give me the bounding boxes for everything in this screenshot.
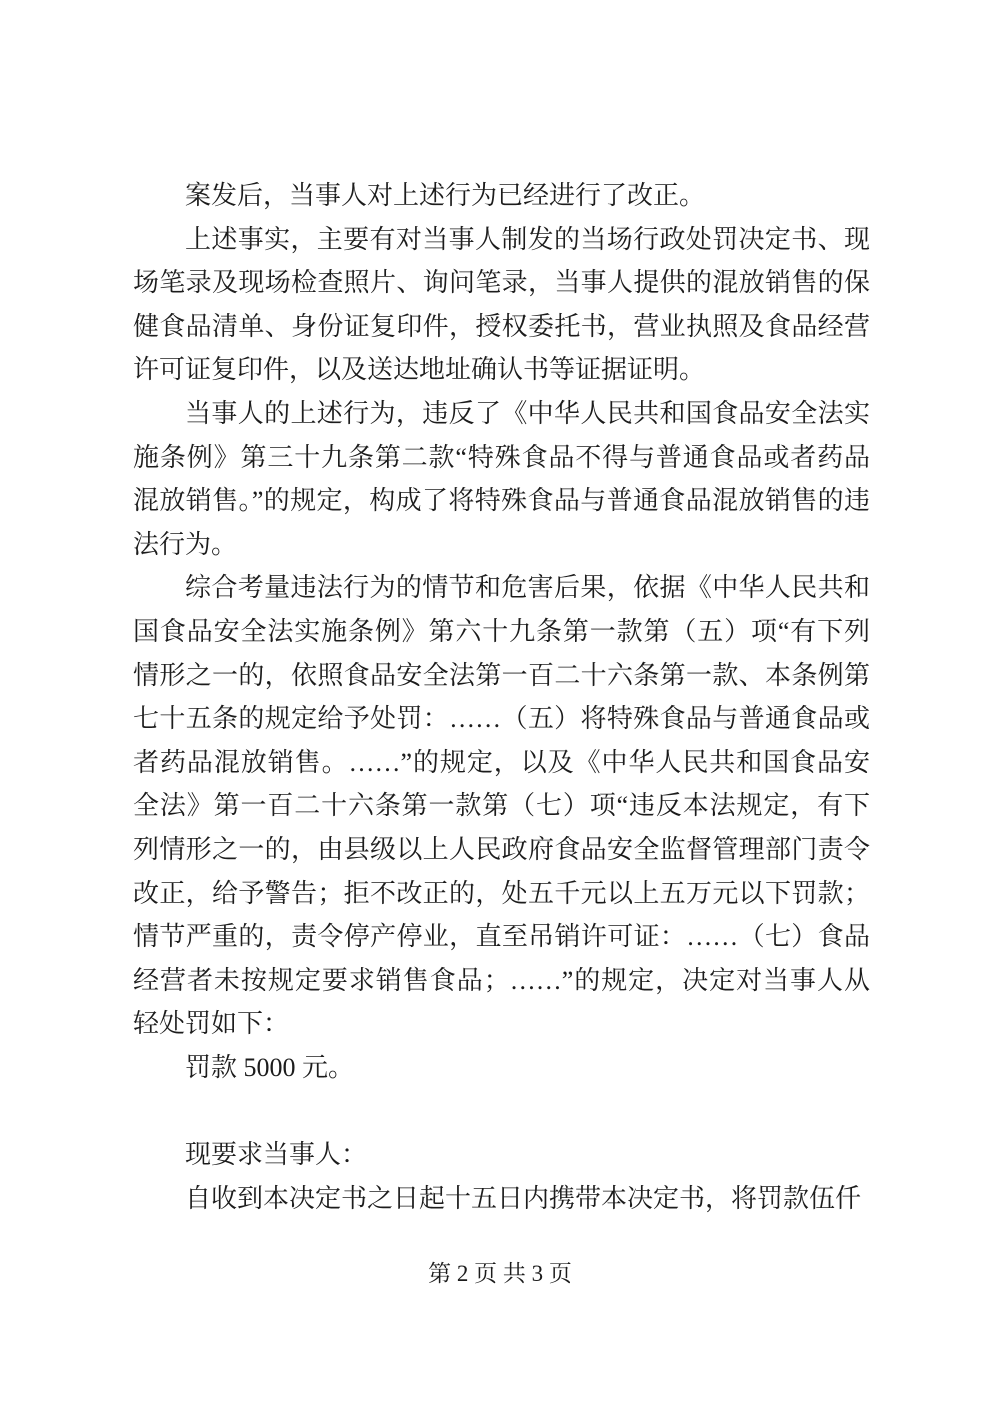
paragraph-evidence-list: 上述事实，主要有对当事人制发的当场行政处罚决定书、现场笔录及现场检查照片、询问笔录，当事人提供的混放销售的保健食品清单、身份证复印件，授权委托书，营业执照及食品经营许可证复印件，以及送达地址确认书等证据证明。	[133, 224, 870, 385]
document-body	[133, 174, 870, 1220]
paragraph-violation-finding: 当事人的上述行为，违反了《中华人民共和国食品安全法实施条例》第三十九条第二款“特殊食品不得与普通食品或者药品混放销售。”的规定，构成了将特殊食品与普通食品混放销售的违法行为。	[133, 398, 870, 559]
paragraph-requirement-heading: 现要求当事人：	[185, 1140, 368, 1170]
page-number-footer: 第 2 页 共 3 页	[428, 1261, 572, 1286]
paragraph-payment-instruction: 自收到本决定书之日起十五日内携带本决定书，将罚款伍仟	[185, 1183, 862, 1213]
blank-line-spacer	[133, 1089, 870, 1133]
paragraph-legal-basis: 综合考量违法行为的情节和危害后果，依据《中华人民共和国食品安全法实施条例》第六十九条第一款第（五）项“有下列情形之一的，依照食品安全法第一百二十六条第一款、本条例第七十五条的规定给予处罚：……（五）将特殊食品与普通食品或者药品混放销售。……”的规定，以及《中华人民共和国食品安全法》第一百二十六条第一款第（七）项“违反本法规定，有下列情形之一的，由县级以上人民政府食品安全监督管理部门责令改正，给予警告；拒不改正的，处五千元以上五万元以下罚款；情节严重的，责令停产停业，直至吊销许可证：……（七）食品经营者未按规定要求销售食品；……”的规定，决定对当事人从轻处罚如下：	[133, 573, 870, 1039]
paragraph-correction-statement: 案发后，当事人对上述行为已经进行了改正。	[185, 181, 706, 210]
paragraph-fine-amount: 罚款 5000 元。	[185, 1052, 355, 1082]
